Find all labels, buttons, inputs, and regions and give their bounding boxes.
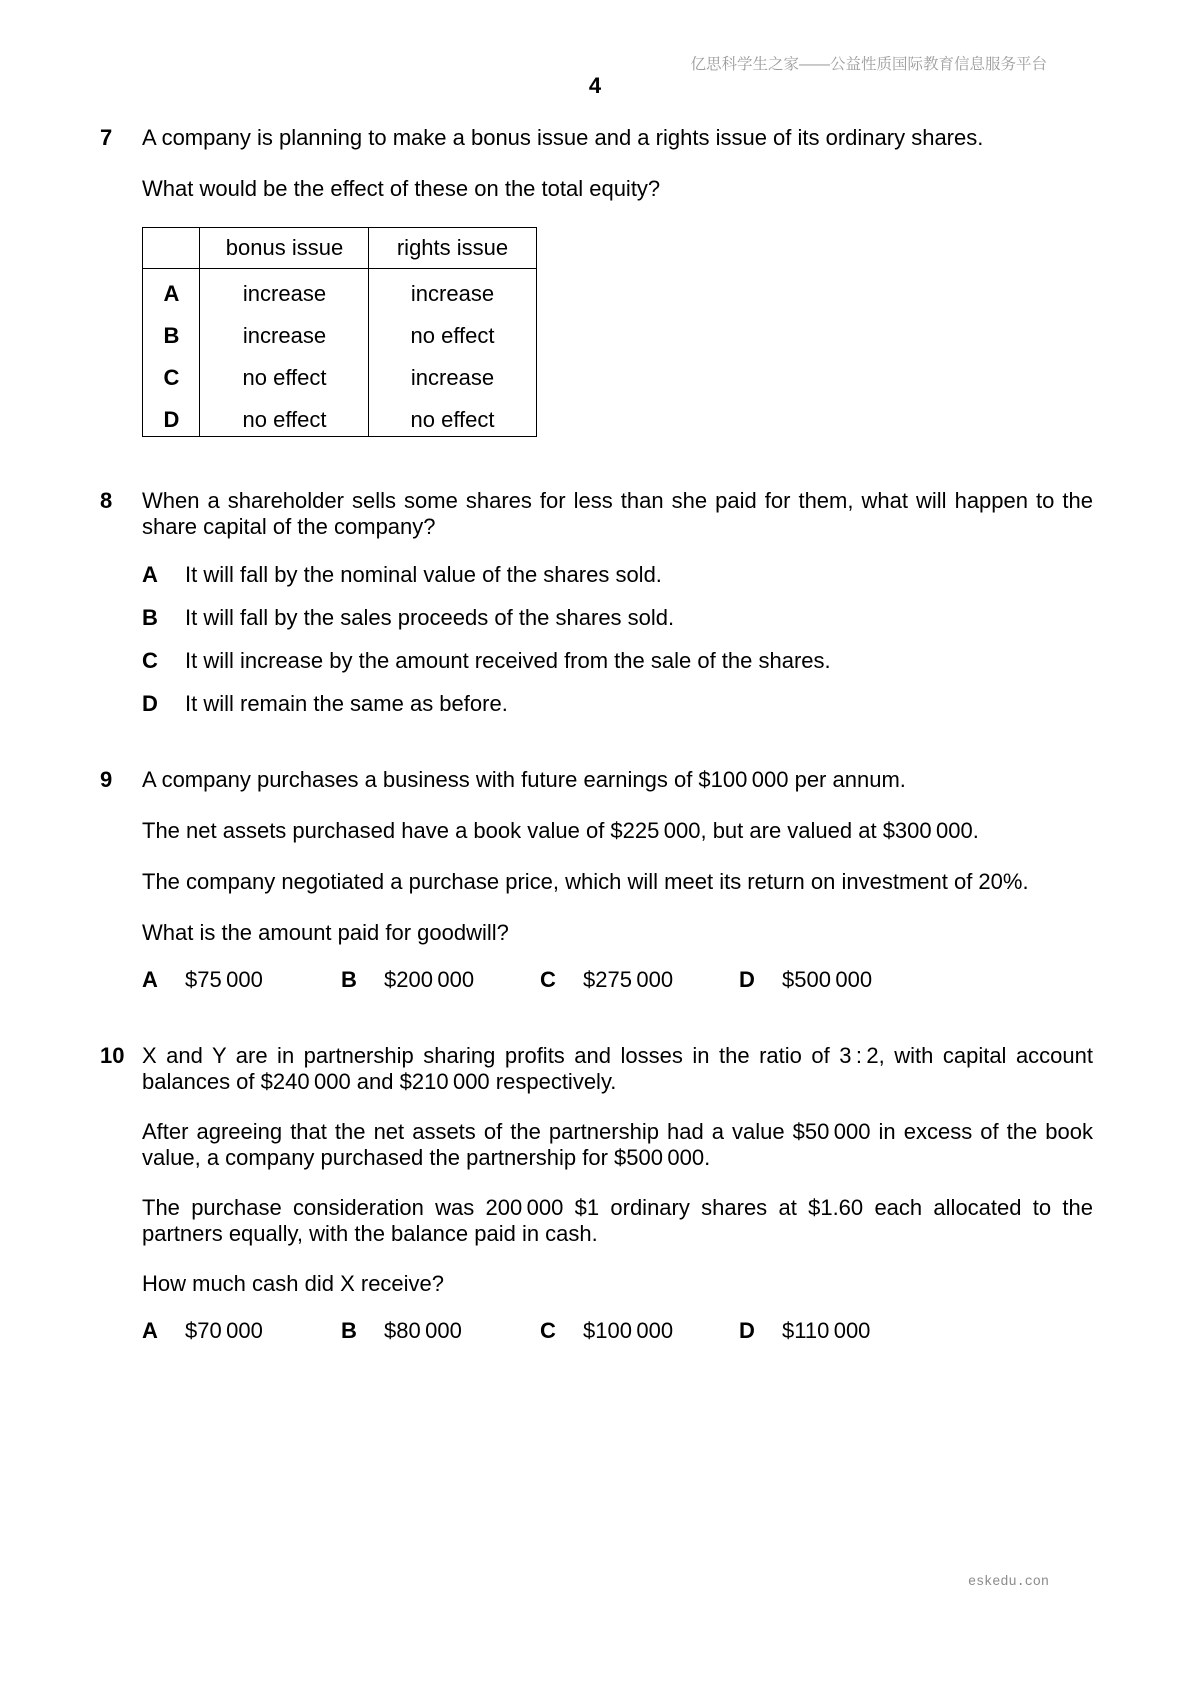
answer-option bbox=[739, 1318, 938, 1344]
table-row bbox=[143, 399, 536, 436]
question-number-10: 10 bbox=[100, 1043, 125, 1068]
question-prompt: What would be the effect of these on the total equity? bbox=[142, 176, 661, 201]
answer-option bbox=[142, 605, 1093, 631]
option-text: It will fall by the nominal value of the shares sold. bbox=[185, 562, 662, 587]
rights-issue-effect: increase bbox=[410, 365, 495, 390]
option-text: $100 000 bbox=[583, 1318, 674, 1343]
option-letter: A bbox=[142, 562, 158, 587]
question-detail: The company negotiated a purchase price, which will meet its return on investment of 20%. bbox=[142, 869, 1029, 894]
table-row bbox=[143, 273, 536, 315]
question-8 bbox=[142, 488, 1093, 734]
rights-issue-effect: no effect bbox=[410, 407, 495, 432]
option-text: It will increase by the amount received from the sale of the shares. bbox=[185, 648, 831, 673]
question-10 bbox=[142, 1043, 1093, 1344]
question-number-7: 7 bbox=[100, 125, 113, 150]
option-letter: C bbox=[540, 1318, 556, 1343]
bonus-issue-effect: increase bbox=[242, 323, 327, 348]
answer-option bbox=[142, 562, 1093, 588]
answer-options bbox=[142, 967, 1093, 993]
table-column-divider bbox=[199, 228, 200, 436]
footer-site-label: eskedu.con bbox=[967, 1575, 1049, 1590]
answer-option bbox=[341, 967, 540, 993]
option-letter: A bbox=[163, 281, 180, 306]
option-text: $275 000 bbox=[583, 967, 674, 992]
option-letter: C bbox=[163, 365, 180, 390]
table-row bbox=[143, 357, 536, 399]
option-letter: C bbox=[540, 967, 556, 992]
question-prompt: What is the amount paid for goodwill? bbox=[142, 920, 509, 945]
option-letter: B bbox=[142, 605, 158, 630]
page-number: 4 bbox=[588, 73, 602, 98]
question-stem: When a shareholder sells some shares for less than she paid for them, what will happen to the share capital of the company? bbox=[142, 488, 1093, 539]
option-letter: B bbox=[341, 1318, 357, 1343]
question-stem: X and Y are in partnership sharing profits and losses in the ratio of 3 : 2, with capital account balances of $240 000 and $210 000 respectively. bbox=[142, 1043, 1093, 1094]
question-detail: The net assets purchased have a book value of $225 000, but are valued at $300 000. bbox=[142, 818, 979, 843]
option-letter: A bbox=[142, 1318, 158, 1343]
option-text: It will fall by the sales proceeds of the shares sold. bbox=[185, 605, 675, 630]
option-text: $200 000 bbox=[384, 967, 475, 992]
answer-option bbox=[142, 967, 341, 993]
question-prompt: How much cash did X receive? bbox=[142, 1271, 445, 1296]
table-header-row bbox=[143, 228, 536, 269]
table-body bbox=[143, 269, 536, 436]
answer-option bbox=[142, 1318, 341, 1344]
question-stem: A company purchases a business with future earnings of $100 000 per annum. bbox=[142, 767, 906, 792]
table-header-rights-issue: rights issue bbox=[396, 235, 509, 260]
rights-issue-effect: no effect bbox=[410, 323, 495, 348]
question-detail: The purchase consideration was 200 000 $1 ordinary shares at $1.60 each allocated to the partners equally, with the balance paid in cash. bbox=[142, 1195, 1093, 1246]
answer-option bbox=[142, 648, 1093, 674]
bonus-issue-effect: no effect bbox=[242, 407, 327, 432]
option-text: $75 000 bbox=[185, 967, 263, 992]
table-row bbox=[143, 315, 536, 357]
question-9 bbox=[142, 767, 1093, 993]
option-text: $500 000 bbox=[782, 967, 873, 992]
rights-issue-effect: increase bbox=[410, 281, 495, 306]
bonus-issue-effect: no effect bbox=[242, 365, 327, 390]
option-text: $70 000 bbox=[185, 1318, 263, 1343]
answer-option bbox=[540, 967, 739, 993]
answer-option bbox=[142, 691, 1093, 717]
option-letter: B bbox=[341, 967, 357, 992]
answer-option bbox=[739, 967, 938, 993]
option-letter: B bbox=[163, 323, 180, 348]
answer-option bbox=[540, 1318, 739, 1344]
question-stem: A company is planning to make a bonus issue and a rights issue of its ordinary shares. bbox=[142, 125, 984, 150]
answer-table bbox=[142, 227, 537, 437]
table-header-blank bbox=[143, 228, 200, 268]
answer-option bbox=[341, 1318, 540, 1344]
question-number-9: 9 bbox=[100, 767, 113, 792]
option-text: It will remain the same as before. bbox=[185, 691, 508, 716]
answer-options bbox=[142, 1318, 1093, 1344]
option-text: $80 000 bbox=[384, 1318, 462, 1343]
option-letter: C bbox=[142, 648, 158, 673]
header-watermark: 亿思科学生之家——公益性质国际教育信息服务平台 bbox=[690, 56, 1047, 73]
option-letter: D bbox=[163, 407, 180, 432]
option-letter: A bbox=[142, 967, 158, 992]
option-text: $110 000 bbox=[782, 1318, 871, 1343]
option-letter: D bbox=[739, 967, 755, 992]
option-letter: D bbox=[142, 691, 158, 716]
option-letter: D bbox=[739, 1318, 755, 1343]
question-detail: After agreeing that the net assets of the partnership had a value $50 000 in excess of the book value, a company purchased the partnership for $500 000. bbox=[142, 1119, 1093, 1170]
bonus-issue-effect: increase bbox=[242, 281, 327, 306]
table-column-divider bbox=[368, 228, 369, 436]
table-header-bonus-issue: bonus issue bbox=[225, 235, 344, 260]
question-number-8: 8 bbox=[100, 488, 113, 513]
question-7 bbox=[142, 125, 1093, 437]
